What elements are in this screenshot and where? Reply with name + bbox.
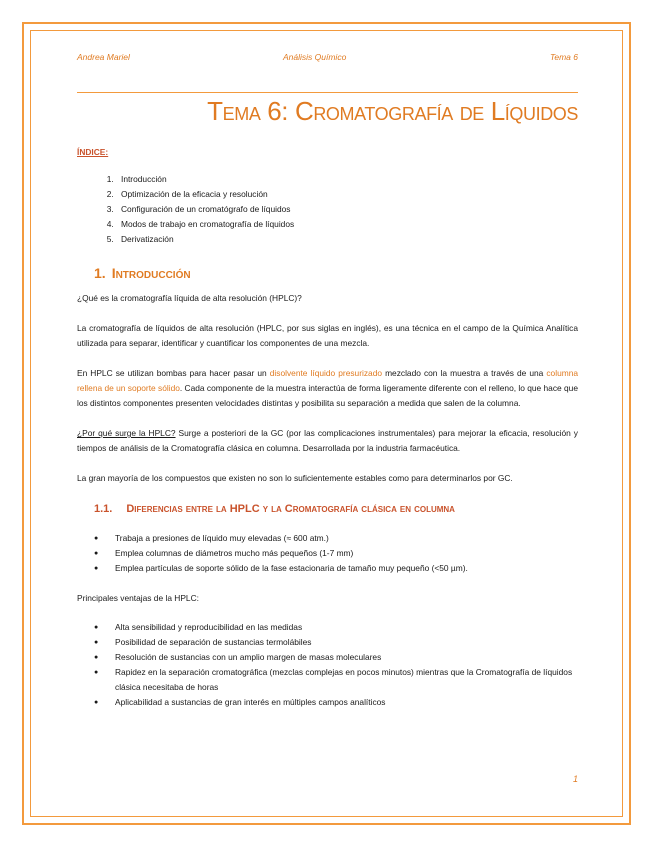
paragraph-why [77,426,578,456]
section-title: Introducción [111,265,191,281]
list-item: ● Emplea partículas de soporte sólido de la fase estacionaria de tamaño muy pequeño (<50 µm). [115,561,578,576]
list-item: ● Resolución de sustancias con un amplio margen de masas moleculares [115,650,578,665]
text-run: En HPLC se utilizan bombas para hacer pasar un [77,368,270,378]
highlight-solvent: disolvente líquido presurizado [269,368,383,378]
advantages-list [77,620,578,710]
why-text: Surge a posteriori de la GC (por las complicaciones instrumentales) para mejorar la eficacia, resolución y tiempos de análisis de la Cromatografía clásica en columna. Desarrollada por la industria farmacéutica. [77,428,578,453]
paragraph-gc: La gran mayoría de los compuestos que existen no son lo suficientemente estables como para determinarlos por GC. [77,473,513,483]
index-list [77,172,578,247]
paragraph-question: ¿Qué es la cromatografía líquida de alta resolución (HPLC)? [77,293,302,303]
header-topic: Tema 6 [549,52,578,62]
index-label: ÍNDICE: [77,147,109,157]
text-run: . Cada componente de la muestra interactúa de forma ligeramente diferente con el relleno, lo que hace que los distintos componentes presenten velocidades distintas y posibilita su separación a medida que salen de la columna. [77,383,578,408]
document-body [77,145,578,710]
subsection-heading-diferencias [77,502,578,517]
paragraph-definition: La cromatografía de líquidos de alta resolución (HPLC, por sus siglas en inglés), es una técnica en el campo de la Química Analítica utilizada para separar, identificar y cuantificar los componentes de una mezcla. [77,323,578,348]
subsection-number: 1.1. [94,503,113,515]
list-item: ● Aplicabilidad a sustancias de gran interés en múltiples campos analíticos [115,695,578,710]
list-item: ● Alta sensibilidad y reproducibilidad en las medidas [115,620,578,635]
text-run: mezclado con la muestra a través de una [382,368,547,378]
section-heading-introduccion [77,266,578,281]
list-item: ● Rapidez en la separación cromatográfica (mezclas complejas en pocos minutos) mientras que la Cromatografía de líquidos clásica necesitaba de horas [115,665,578,695]
paragraph-hplc [77,366,578,411]
index-item: 5. Derivatización [116,232,578,247]
section-number: 1. [94,265,106,281]
highlight-column: columna rellena de un soporte sólido [77,368,579,393]
list-item: ● Emplea columnas de diámetros mucho más pequeños (1-7 mm) [115,546,578,561]
paragraph-advantages-label: Principales ventajas de la HPLC: [77,593,199,603]
index-item: 4. Modos de trabajo en cromatografía de líquidos [116,217,578,232]
why-question: ¿Por qué surge la HPLC? [77,428,176,438]
header-rule [77,92,578,93]
list-item: ● Posibilidad de separación de sustancias termolábiles [115,635,578,650]
header-subject: Análisis Químico [283,52,347,62]
list-item: ● Trabaja a presiones de líquido muy elevadas (≈ 600 atm.) [115,531,578,546]
index-item: 1. Introducción [116,172,578,187]
page-number: 1 [572,774,578,784]
index-item: 2. Optimización de la eficacia y resolución [116,187,578,202]
differences-list [77,531,578,576]
header-author: Andrea Mariel [77,52,130,62]
index-item: 3. Configuración de un cromatógrafo de líquidos [116,202,578,217]
subsection-title: Diferencias entre la HPLC y la Cromatografía clásica en columna [126,503,455,515]
page-title: Tema 6: Cromatografía de Líquidos [207,96,578,126]
